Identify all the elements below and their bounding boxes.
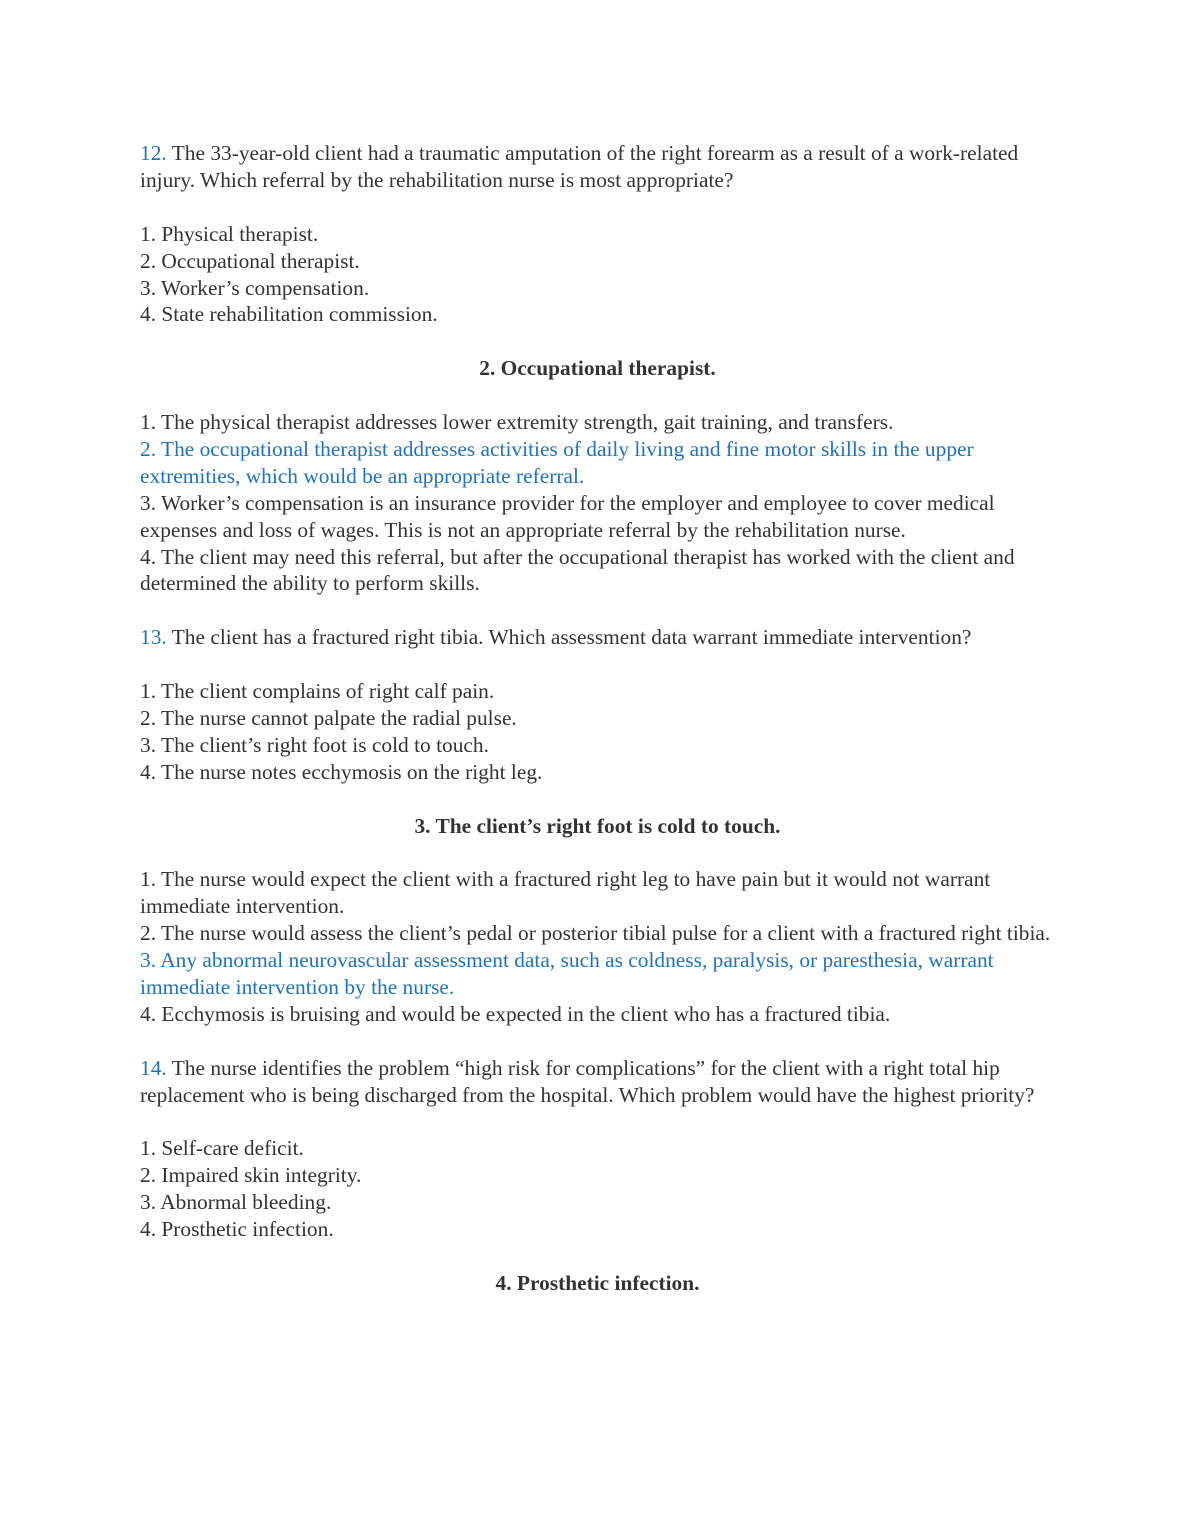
- question-13: [140, 624, 1055, 1028]
- answer-option: 4. State rehabilitation commission.: [140, 302, 438, 327]
- question-12: [140, 140, 1055, 597]
- question-stem: [140, 140, 1055, 194]
- question-text: The nurse identifies the problem “high risk for complications” for the client with a right total hip replacement who is being discharged from the hospital. Which problem would have the highest priority?: [140, 1055, 1035, 1107]
- question-number: 13.: [140, 625, 167, 650]
- answer-option: 1. The client complains of right calf pain.: [140, 679, 495, 704]
- rationale: 1. The nurse would expect the client with a fractured right leg to have pain but it would not warrant immediate intervention.: [140, 867, 991, 919]
- answer-option: 2. Impaired skin integrity.: [140, 1163, 362, 1188]
- answer-option: 1. Physical therapist.: [140, 221, 319, 246]
- answer-option: 3. Abnormal bleeding.: [140, 1190, 332, 1215]
- answer-option: 3. Worker’s compensation.: [140, 275, 370, 300]
- answer-option: 2. The nurse cannot palpate the radial pulse.: [140, 705, 517, 730]
- answer-option: 4. Prosthetic infection.: [140, 1217, 334, 1242]
- question-number: 12.: [140, 141, 167, 165]
- question-14: [140, 1055, 1055, 1297]
- rationale: 1. The physical therapist addresses lower extremity strength, gait training, and transfers.: [140, 410, 894, 435]
- question-number: 14.: [140, 1055, 167, 1080]
- question-stem: [140, 624, 1055, 651]
- correct-answer: 2. Occupational therapist.: [479, 356, 716, 381]
- rationale-correct: 3. Any abnormal neurovascular assessment data, such as coldness, paralysis, or paresthesia, warrant immediate intervention by the nurse.: [140, 948, 994, 999]
- correct-answer: 4. Prosthetic infection.: [495, 1270, 700, 1295]
- answer-option: 2. Occupational therapist.: [140, 248, 360, 273]
- question-text: The 33-year-old client had a traumatic amputation of the right forearm as a result of a work-related injury. Which referral by the rehabilitation nurse is most appropriate?: [140, 141, 1019, 192]
- document-page: [140, 140, 1055, 1297]
- rationale: 3. Worker’s compensation is an insurance provider for the employer and employee to cover medical expenses and loss of wages. This is not an appropriate referral by the rehabilitation nurse.: [140, 490, 995, 542]
- rationale: 4. The client may need this referral, but after the occupational therapist has worked with the client and determined the ability to perform skills.: [140, 544, 1015, 596]
- correct-answer: 3. The client’s right foot is cold to touch.: [414, 813, 781, 838]
- answer-option: 1. Self-care deficit.: [140, 1136, 304, 1161]
- answer-option: 3. The client’s right foot is cold to touch.: [140, 732, 489, 757]
- question-text: The client has a fractured right tibia. Which assessment data warrant immediate intervention?: [171, 625, 972, 650]
- rationale-correct: 2. The occupational therapist addresses activities of daily living and fine motor skills in the upper extremities, which would be an appropriate referral.: [140, 436, 974, 488]
- rationale: 4. Ecchymosis is bruising and would be expected in the client who has a fractured tibia.: [140, 1001, 891, 1026]
- question-stem: [140, 1055, 1055, 1109]
- answer-option: 4. The nurse notes ecchymosis on the right leg.: [140, 759, 543, 784]
- rationale: 2. The nurse would assess the client’s pedal or posterior tibial pulse for a client with a fractured right tibia.: [140, 921, 1051, 946]
